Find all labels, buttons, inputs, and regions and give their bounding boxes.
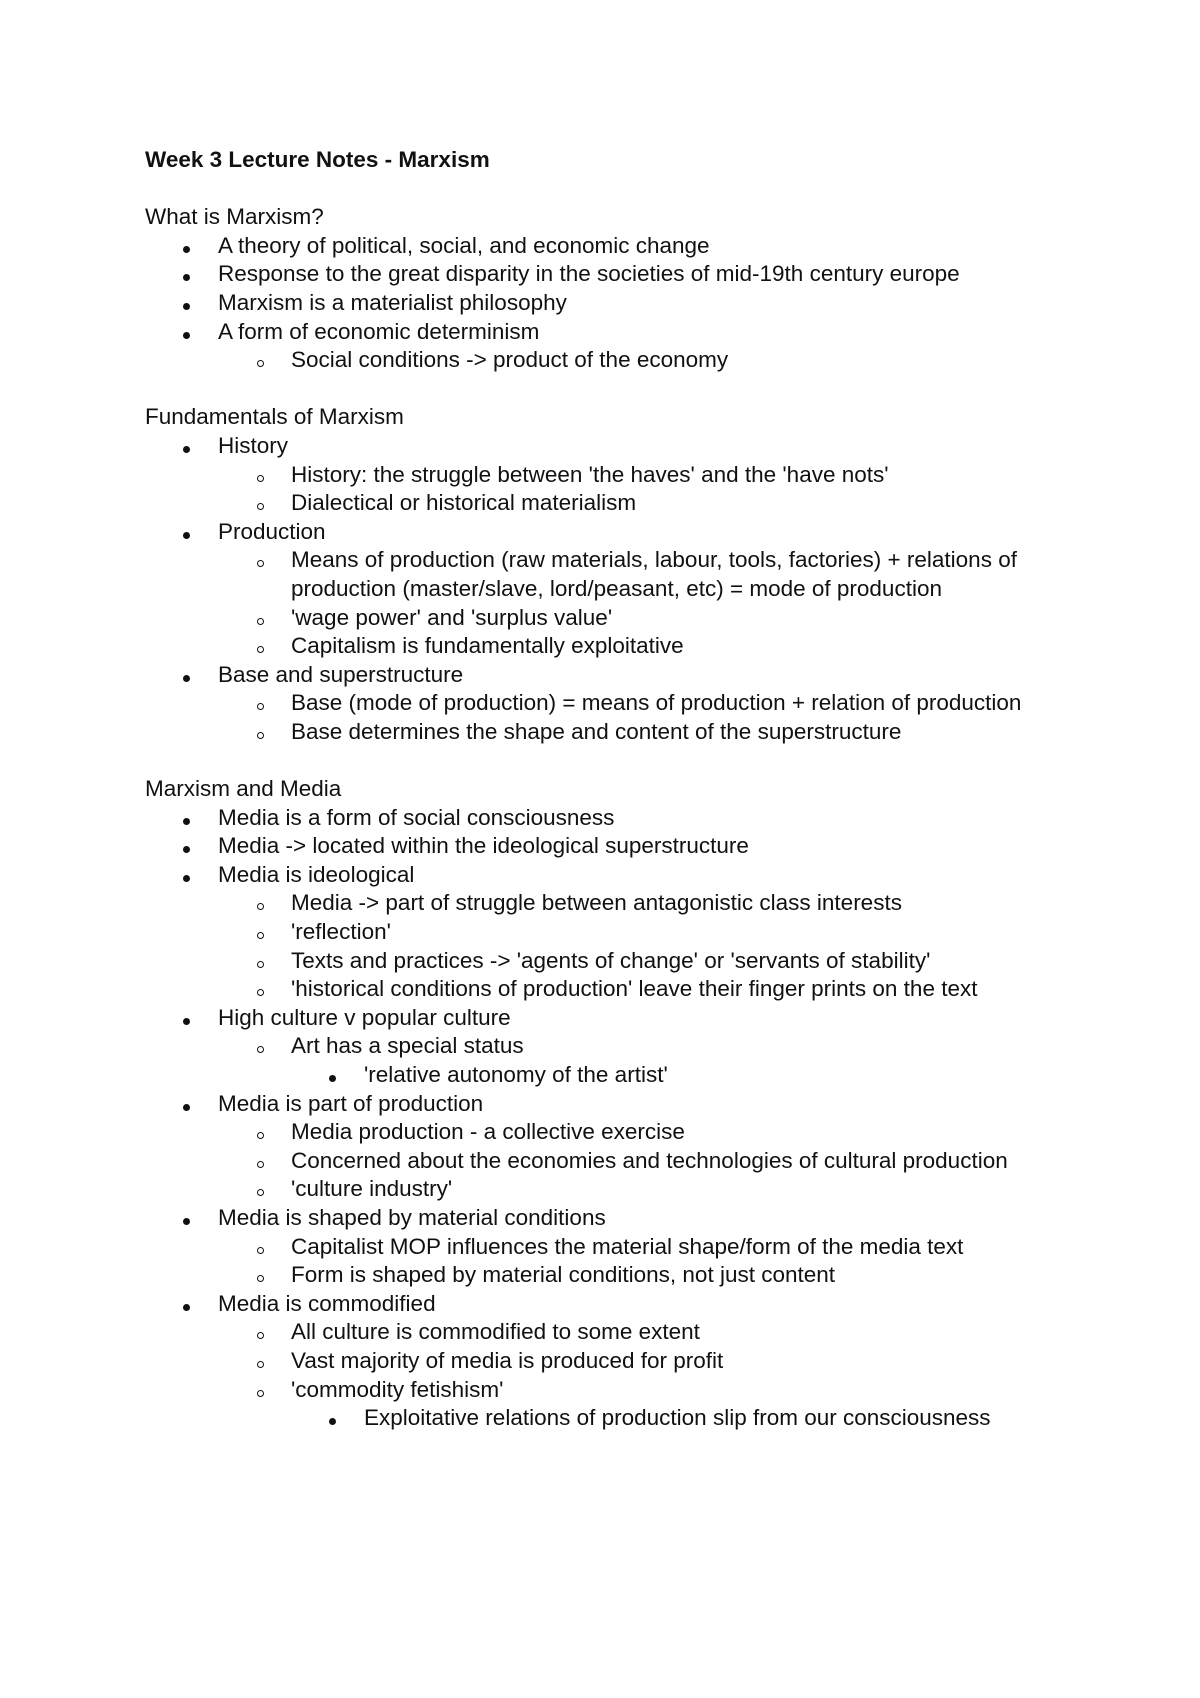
list-item-text: A theory of political, social, and economic change — [218, 232, 710, 258]
document-content — [145, 146, 1075, 1433]
list-item — [145, 832, 1075, 861]
hollow-bullet-icon — [257, 1147, 277, 1176]
hollow-bullet-icon — [257, 718, 277, 747]
list-item-text: Media is ideological — [218, 861, 415, 887]
bullet-icon — [183, 804, 203, 833]
list-item — [145, 1318, 1075, 1347]
list-item-text: Response to the great disparity in the societies of mid-19th century europe — [218, 261, 960, 287]
list-item-text: High culture v popular culture — [218, 1004, 511, 1030]
list-item-text: Media is part of production — [218, 1090, 484, 1116]
list-item — [145, 1376, 1075, 1405]
list-item-text: Production — [218, 518, 326, 544]
list-item — [145, 1032, 1075, 1061]
list-item-text: Capitalism is fundamentally exploitative — [291, 633, 684, 659]
list-item — [145, 1233, 1075, 1262]
section — [145, 203, 1075, 375]
bullet-icon — [183, 432, 203, 461]
list-item-text: History — [218, 432, 289, 458]
list-item-text: Concerned about the economies and technologies of cultural production — [291, 1147, 1008, 1173]
document-title: Week 3 Lecture Notes - Marxism — [145, 147, 490, 172]
list-item-text: Media -> part of struggle between antagonistic class interests — [291, 890, 902, 916]
list-item-text: 'relative autonomy of the artist' — [364, 1062, 668, 1087]
list-item — [145, 861, 1075, 890]
list-item — [145, 1118, 1075, 1147]
list-item-text: 'culture industry' — [291, 1176, 453, 1202]
list-item-text: Media is commodified — [218, 1290, 436, 1316]
list-item-text: Texts and practices -> 'agents of change' or 'servants of stability' — [291, 947, 931, 973]
list-item — [145, 1004, 1075, 1033]
list-item — [145, 432, 1075, 461]
bullet-icon — [183, 1290, 203, 1319]
bullet-icon — [183, 832, 203, 861]
list-item-text: 'wage power' and 'surplus value' — [291, 604, 613, 630]
list-item — [145, 1404, 1075, 1433]
list-item-text: 'reflection' — [291, 919, 391, 945]
bullet-icon — [183, 1090, 203, 1119]
hollow-bullet-icon — [257, 1347, 277, 1376]
list-item-text: Media production - a collective exercise — [291, 1119, 685, 1145]
list-item — [145, 1204, 1075, 1233]
list-item-text: Base (mode of production) = means of production + relation of production — [291, 690, 1022, 716]
hollow-bullet-icon — [257, 346, 277, 375]
list-item-text: 'commodity fetishism' — [291, 1376, 504, 1402]
bullet-icon — [183, 318, 203, 347]
list-item-text: All culture is commodified to some extent — [291, 1319, 700, 1345]
bullet-icon — [183, 260, 203, 289]
list-item — [145, 689, 1075, 718]
list-item-text: Vast majority of media is produced for profit — [291, 1347, 724, 1373]
list-item-text: Capitalist MOP influences the material shape/form of the media text — [291, 1233, 964, 1259]
list-item-text: 'historical conditions of production' leave their finger prints on the text — [291, 976, 978, 1002]
list-item — [145, 947, 1075, 976]
list-item — [145, 975, 1075, 1004]
list-item — [145, 632, 1075, 661]
list-item — [145, 1290, 1075, 1319]
section — [145, 403, 1075, 746]
list-item — [145, 289, 1075, 318]
list-item — [145, 1147, 1075, 1176]
list-item — [145, 346, 1075, 375]
list-item-text: Media is shaped by material conditions — [218, 1204, 606, 1230]
bullet-icon — [329, 1404, 349, 1433]
hollow-bullet-icon — [257, 546, 277, 575]
list-item — [145, 1175, 1075, 1204]
section-heading: Marxism and Media — [145, 776, 342, 802]
list-item — [145, 461, 1075, 490]
hollow-bullet-icon — [257, 889, 277, 918]
list-item-text: A form of economic determinism — [218, 318, 540, 344]
list-item — [145, 318, 1075, 347]
section-heading: What is Marxism? — [145, 204, 324, 230]
list-item — [145, 1061, 1075, 1090]
bullet-icon — [183, 1004, 203, 1033]
list-item-text: Base determines the shape and content of the superstructure — [291, 718, 902, 744]
section-heading: Fundamentals of Marxism — [145, 404, 404, 430]
hollow-bullet-icon — [257, 1118, 277, 1147]
sections-container — [145, 203, 1075, 1433]
list-item — [145, 604, 1075, 633]
list-item — [145, 1261, 1075, 1290]
bullet-icon — [183, 1204, 203, 1233]
list-item — [145, 918, 1075, 947]
list-item — [145, 661, 1075, 690]
bullet-icon — [329, 1061, 349, 1090]
list-item-text: Base and superstructure — [218, 661, 464, 687]
list-item — [145, 260, 1075, 289]
list-item-text: Marxism is a materialist philosophy — [218, 289, 567, 315]
bullet-icon — [183, 661, 203, 690]
list-item — [145, 804, 1075, 833]
list-item — [145, 546, 1075, 603]
hollow-bullet-icon — [257, 1233, 277, 1262]
hollow-bullet-icon — [257, 689, 277, 718]
hollow-bullet-icon — [257, 489, 277, 518]
hollow-bullet-icon — [257, 1175, 277, 1204]
list-item — [145, 232, 1075, 261]
hollow-bullet-icon — [257, 918, 277, 947]
list-item — [145, 1347, 1075, 1376]
list-item-text: History: the struggle between 'the haves' and the 'have nots' — [291, 461, 889, 487]
list-item — [145, 1090, 1075, 1119]
hollow-bullet-icon — [257, 1032, 277, 1061]
list-item-text: Media is a form of social consciousness — [218, 804, 615, 830]
list-item-text: Media -> located within the ideological superstructure — [218, 833, 749, 859]
list-item — [145, 518, 1075, 547]
list-item-text: Means of production (raw materials, labour, tools, factories) + relations of production (master/slave, lord/peasant, etc) = mode of production — [291, 547, 1017, 601]
list-item-text: Exploitative relations of production slip from our consciousness — [364, 1405, 991, 1431]
bullet-icon — [183, 232, 203, 261]
bullet-icon — [183, 289, 203, 318]
list-item-text: Form is shaped by material conditions, not just content — [291, 1262, 836, 1288]
hollow-bullet-icon — [257, 975, 277, 1004]
hollow-bullet-icon — [257, 1376, 277, 1405]
list-item-text: Social conditions -> product of the economy — [291, 347, 729, 373]
list-item — [145, 718, 1075, 747]
hollow-bullet-icon — [257, 604, 277, 633]
hollow-bullet-icon — [257, 947, 277, 976]
hollow-bullet-icon — [257, 1261, 277, 1290]
list-item-text: Art has a special status — [291, 1033, 524, 1059]
list-item — [145, 889, 1075, 918]
bullet-icon — [183, 861, 203, 890]
hollow-bullet-icon — [257, 1318, 277, 1347]
list-item-text: Dialectical or historical materialism — [291, 490, 637, 516]
section — [145, 775, 1075, 1433]
hollow-bullet-icon — [257, 461, 277, 490]
bullet-icon — [183, 518, 203, 547]
hollow-bullet-icon — [257, 632, 277, 661]
list-item — [145, 489, 1075, 518]
